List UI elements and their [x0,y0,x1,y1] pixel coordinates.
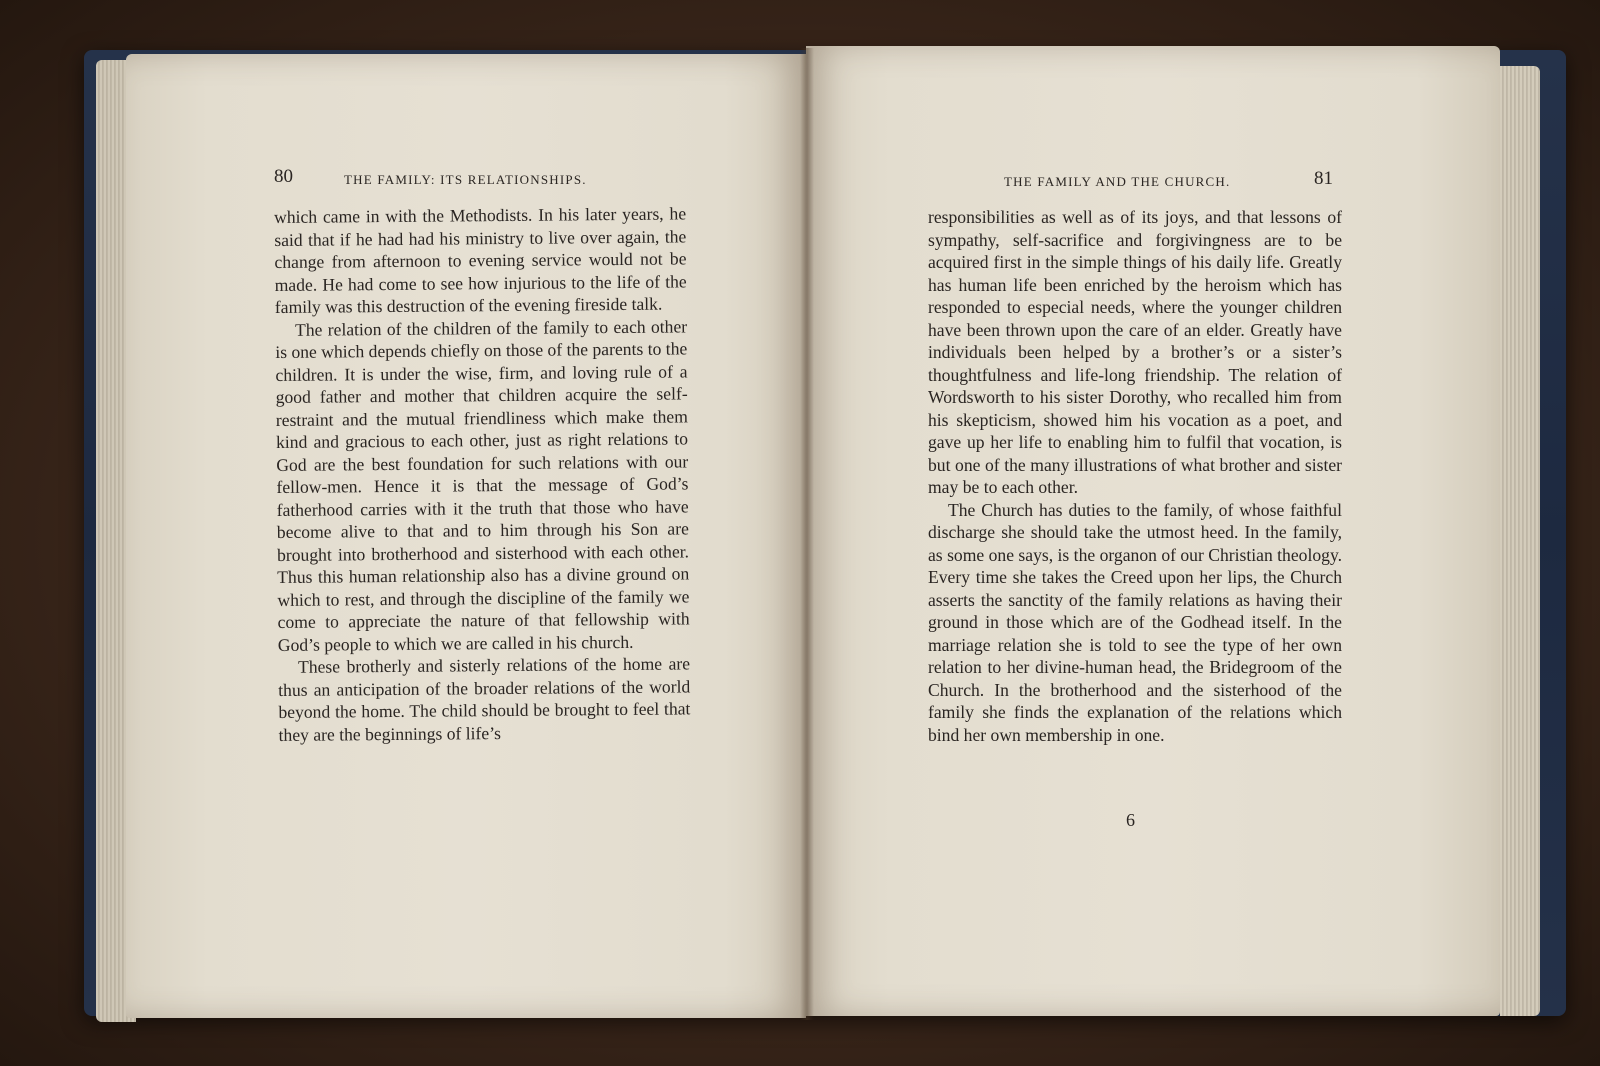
left-paragraph-2: The relation of the children of the family to each other is one which depends chiefly on those of the parents to the children. It is under the wise, firm, and loving rule of a good father and mother that children acquire the self-restraint and the mutual friendliness which make them kind and gracious to each other, just as right relations to God are the best foundation for such relations with our fellow-men. Hence it is that the message of God’s fatherhood carries with it the truth that those who have become alive to that and to him through his Son are brought into brotherhood and sisterhood with each other. Thus this human relationship also has a divine ground on which to rest, and through the discipline of the family we come to appreciate the nature of that fellowship with God’s people to which we are called in his church. [275,315,690,655]
left-running-head: THE FAMILY: ITS RELATIONSHIPS. [344,172,587,187]
left-page [126,54,806,1018]
left-paragraph-3: These brotherly and sisterly relations of the home are thus an anticipation of the broader relations of the world beyond the home. The child should be brought to feel that they are the beginnings of life’s [278,653,691,745]
right-page-number: 81 [1314,168,1333,189]
left-page-number: 80 [274,166,293,187]
right-page-text [928,206,1342,746]
signature-mark: 6 [1126,810,1135,830]
right-paragraph-1: responsibilities as well as of its joys, and that lessons of sympathy, self-sacrifice and forgivingness are to be acquired first in the simple things of his daily life. Greatly has human life been enriched by the heroism which has responded to especial needs, where the younger children have been thrown upon the care of an elder. Greatly have individuals been helped by a brother’s or a sister’s thoughtfulness and life-long friendship. The relation of Wordsworth to his sister Dorothy, who recalled him from his skepticism, showed him his vocation as a poet, and gave up her life to enabling him to fulfil that vocation, is but one of the many illustrations of what brother and sister may be to each other. [928,207,1342,497]
right-page [806,46,1500,1016]
book-gutter [800,48,814,1020]
left-page-text [274,202,691,746]
left-paragraph-1: which came in with the Methodists. In his later years, he said that if he had had his ministry to live over again, the change from afternoon to evening service would not be made. He had come to see how injurious to the life of the family was this destruction of the evening fireside talk. [274,203,687,317]
right-page-edges [1500,66,1540,1016]
right-paragraph-2: The Church has duties to the family, of whose faithful discharge she should take the utmost heed. In the family, as some one says, is the organon of our Christian theology. Every time she takes the Creed upon her lips, the Church asserts the sanctity of the family relations as having their ground in those which are of the Godhead itself. In the marriage relation she is told to see the type of her own relation to her divine-human head, the Bridegroom of the Church. In the brotherhood and the sisterhood of the family she finds the explanation of the relations which bind her own membership in one. [928,499,1342,745]
right-running-head: THE FAMILY AND THE CHURCH. [1004,174,1231,189]
